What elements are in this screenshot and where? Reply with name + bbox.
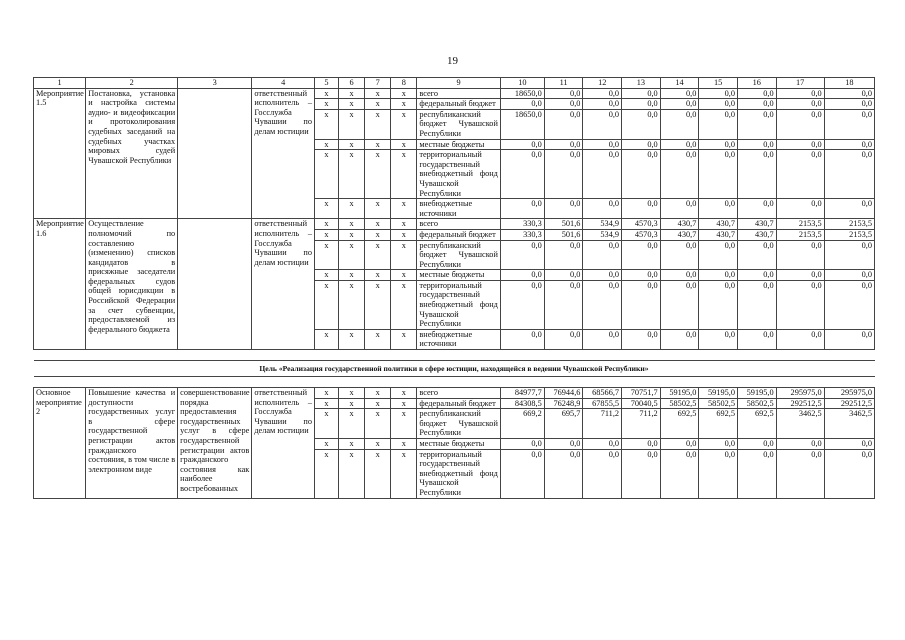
code-cell: х xyxy=(339,439,365,450)
amount-cell: 76944,6 xyxy=(544,388,583,399)
code-cell: х xyxy=(315,88,339,99)
responsible-executor: ответственный исполнитель – Госслужба Чувашии по делам юстиции xyxy=(252,88,315,219)
spacer-cell xyxy=(34,350,875,361)
table-body xyxy=(34,78,875,499)
amount-cell: 0,0 xyxy=(699,280,738,329)
code-cell: х xyxy=(391,398,417,409)
activity-description: Повышение качества и доступности государственных услуг в сфере государственной регистрации актов гражданского состояния, в том числе в электронном виде xyxy=(86,388,178,499)
code-cell: х xyxy=(339,150,365,199)
code-cell: х xyxy=(365,439,391,450)
amount-cell: 0,0 xyxy=(699,88,738,99)
spacer-cell xyxy=(34,377,875,388)
amount-cell: 58502,5 xyxy=(737,398,776,409)
funding-source: внебюджетные источники xyxy=(417,199,501,219)
code-cell: х xyxy=(339,139,365,150)
amount-cell: 430,7 xyxy=(660,219,699,230)
amount-cell: 0,0 xyxy=(583,199,622,219)
amount-cell: 0,0 xyxy=(622,240,661,270)
code-cell: х xyxy=(315,449,339,498)
col-number: 14 xyxy=(660,78,699,89)
amount-cell: 534,9 xyxy=(583,229,622,240)
amount-cell: 0,0 xyxy=(776,270,824,281)
code-cell: х xyxy=(339,449,365,498)
code-cell: х xyxy=(339,280,365,329)
amount-cell: 0,0 xyxy=(660,280,699,329)
code-cell: х xyxy=(315,280,339,329)
amount-cell: 534,9 xyxy=(583,219,622,230)
funding-source: всего xyxy=(417,388,501,399)
amount-cell: 692,5 xyxy=(699,409,738,439)
amount-cell: 4570,3 xyxy=(622,219,661,230)
code-cell: х xyxy=(315,139,339,150)
amount-cell: 0,0 xyxy=(824,88,874,99)
amount-cell: 0,0 xyxy=(583,240,622,270)
amount-cell: 0,0 xyxy=(824,270,874,281)
amount-cell: 669,2 xyxy=(500,409,544,439)
amount-cell: 0,0 xyxy=(583,439,622,450)
code-cell: х xyxy=(339,99,365,110)
funding-source: всего xyxy=(417,219,501,230)
amount-cell: 70751,7 xyxy=(622,388,661,399)
goal-row xyxy=(34,361,875,377)
amount-cell: 0,0 xyxy=(737,99,776,110)
code-cell: х xyxy=(315,270,339,281)
amount-cell: 295975,0 xyxy=(776,388,824,399)
amount-cell: 0,0 xyxy=(622,439,661,450)
amount-cell: 0,0 xyxy=(544,139,583,150)
amount-cell: 0,0 xyxy=(824,449,874,498)
code-cell: х xyxy=(315,109,339,139)
amount-cell: 0,0 xyxy=(544,439,583,450)
funding-source: местные бюджеты xyxy=(417,270,501,281)
amount-cell: 0,0 xyxy=(544,449,583,498)
activity-task xyxy=(178,88,252,219)
code-cell: х xyxy=(365,229,391,240)
amount-cell: 0,0 xyxy=(699,270,738,281)
amount-cell: 0,0 xyxy=(660,439,699,450)
amount-cell: 0,0 xyxy=(500,280,544,329)
amount-cell: 0,0 xyxy=(776,150,824,199)
amount-cell: 292512,5 xyxy=(776,398,824,409)
amount-cell: 711,2 xyxy=(583,409,622,439)
amount-cell: 0,0 xyxy=(699,240,738,270)
amount-cell: 67855,5 xyxy=(583,398,622,409)
funding-source: территориальный государственный внебюджетный фонд Чувашской Республики xyxy=(417,150,501,199)
amount-cell: 0,0 xyxy=(622,88,661,99)
code-cell: х xyxy=(315,150,339,199)
col-number: 8 xyxy=(391,78,417,89)
code-cell: х xyxy=(365,109,391,139)
amount-cell: 0,0 xyxy=(776,449,824,498)
code-cell: х xyxy=(391,99,417,110)
amount-cell: 501,6 xyxy=(544,229,583,240)
amount-cell: 18650,0 xyxy=(500,88,544,99)
code-cell: х xyxy=(365,329,391,349)
amount-cell: 70040,5 xyxy=(622,398,661,409)
amount-cell: 0,0 xyxy=(660,139,699,150)
code-cell: х xyxy=(365,388,391,399)
amount-cell: 0,0 xyxy=(500,329,544,349)
funding-source: внебюджетные источники xyxy=(417,329,501,349)
amount-cell: 0,0 xyxy=(737,88,776,99)
code-cell: х xyxy=(315,398,339,409)
amount-cell: 0,0 xyxy=(622,139,661,150)
amount-cell: 3462,5 xyxy=(776,409,824,439)
amount-cell: 58502,5 xyxy=(660,398,699,409)
col-number: 1 xyxy=(34,78,86,89)
amount-cell: 0,0 xyxy=(824,139,874,150)
amount-cell: 0,0 xyxy=(824,109,874,139)
amount-cell: 0,0 xyxy=(737,270,776,281)
amount-cell: 0,0 xyxy=(737,150,776,199)
code-cell: х xyxy=(391,139,417,150)
responsible-executor: ответственный исполнитель – Госслужба Чувашии по делам юстиции xyxy=(252,219,315,350)
amount-cell: 0,0 xyxy=(500,439,544,450)
activity-description: Постановка, установка и настройка системы аудио- и видеофиксации и протоколирования судебных заседаний на судебных участках мировых судей Чувашской Республики xyxy=(86,88,178,219)
col-number: 18 xyxy=(824,78,874,89)
amount-cell: 3462,5 xyxy=(824,409,874,439)
block-3-row xyxy=(34,388,875,399)
amount-cell: 695,7 xyxy=(544,409,583,439)
col-number: 17 xyxy=(776,78,824,89)
col-number: 4 xyxy=(252,78,315,89)
amount-cell: 0,0 xyxy=(544,99,583,110)
amount-cell: 295975,0 xyxy=(824,388,874,399)
block-2-row xyxy=(34,219,875,230)
funding-source: республиканский бюджет Чувашской Республики xyxy=(417,409,501,439)
amount-cell: 0,0 xyxy=(583,449,622,498)
amount-cell: 0,0 xyxy=(776,139,824,150)
funding-source: республиканский бюджет Чувашской Республики xyxy=(417,240,501,270)
amount-cell: 0,0 xyxy=(500,99,544,110)
code-cell: х xyxy=(365,398,391,409)
code-cell: х xyxy=(315,199,339,219)
amount-cell: 0,0 xyxy=(544,329,583,349)
funding-source: республиканский бюджет Чувашской Республики xyxy=(417,109,501,139)
code-cell: х xyxy=(339,240,365,270)
amount-cell: 18650,0 xyxy=(500,109,544,139)
code-cell: х xyxy=(339,88,365,99)
amount-cell: 292512,5 xyxy=(824,398,874,409)
amount-cell: 0,0 xyxy=(583,150,622,199)
amount-cell: 58502,5 xyxy=(699,398,738,409)
amount-cell: 0,0 xyxy=(622,449,661,498)
amount-cell: 0,0 xyxy=(622,150,661,199)
funding-source: местные бюджеты xyxy=(417,439,501,450)
amount-cell: 0,0 xyxy=(699,329,738,349)
amount-cell: 0,0 xyxy=(824,240,874,270)
amount-cell: 84308,5 xyxy=(500,398,544,409)
amount-cell: 59195,0 xyxy=(737,388,776,399)
amount-cell: 0,0 xyxy=(660,449,699,498)
amount-cell: 2153,5 xyxy=(824,219,874,230)
col-number: 6 xyxy=(339,78,365,89)
program-table xyxy=(33,77,875,499)
amount-cell: 0,0 xyxy=(544,150,583,199)
code-cell: х xyxy=(391,280,417,329)
col-number: 7 xyxy=(365,78,391,89)
amount-cell: 59195,0 xyxy=(660,388,699,399)
amount-cell: 0,0 xyxy=(660,109,699,139)
amount-cell: 0,0 xyxy=(583,329,622,349)
block-1-row xyxy=(34,88,875,99)
amount-cell: 0,0 xyxy=(500,240,544,270)
code-cell: х xyxy=(391,219,417,230)
amount-cell: 0,0 xyxy=(776,240,824,270)
goal-heading: Цель «Реализация государственной политики в сфере юстиции, находящейся в ведении Чувашской Республики» xyxy=(34,361,875,377)
code-cell: х xyxy=(339,270,365,281)
amount-cell: 711,2 xyxy=(622,409,661,439)
amount-cell: 2153,5 xyxy=(776,219,824,230)
code-cell: х xyxy=(339,219,365,230)
amount-cell: 0,0 xyxy=(622,199,661,219)
amount-cell: 0,0 xyxy=(660,240,699,270)
amount-cell: 430,7 xyxy=(737,219,776,230)
amount-cell: 4570,3 xyxy=(622,229,661,240)
amount-cell: 0,0 xyxy=(776,280,824,329)
amount-cell: 0,0 xyxy=(500,139,544,150)
responsible-executor: ответственный исполнитель – Госслужба Чувашии по делам юстиции xyxy=(252,388,315,499)
code-cell: х xyxy=(391,240,417,270)
amount-cell: 0,0 xyxy=(660,150,699,199)
funding-source: федеральный бюджет xyxy=(417,229,501,240)
code-cell: х xyxy=(365,99,391,110)
amount-cell: 0,0 xyxy=(583,280,622,329)
code-cell: х xyxy=(365,270,391,281)
code-cell: х xyxy=(391,449,417,498)
code-cell: х xyxy=(315,99,339,110)
col-number: 5 xyxy=(315,78,339,89)
code-cell: х xyxy=(391,199,417,219)
spacer-row xyxy=(34,350,875,361)
activity-task xyxy=(178,219,252,350)
amount-cell: 2153,5 xyxy=(776,229,824,240)
amount-cell: 0,0 xyxy=(776,109,824,139)
amount-cell: 0,0 xyxy=(660,270,699,281)
spacer-row xyxy=(34,377,875,388)
amount-cell: 2153,5 xyxy=(824,229,874,240)
amount-cell: 0,0 xyxy=(583,109,622,139)
activity-description: Осуществление полномочий по составлению (изменению) списков кандидатов в присяжные заседатели федеральных судов общей юрисдикции в Российской Федерации за счет субвенции, предоставляемой из федерального бюджета xyxy=(86,219,178,350)
col-number: 9 xyxy=(417,78,501,89)
funding-source: территориальный государственный внебюджетный фонд Чувашской Республики xyxy=(417,280,501,329)
amount-cell: 430,7 xyxy=(737,229,776,240)
amount-cell: 0,0 xyxy=(583,139,622,150)
amount-cell: 0,0 xyxy=(622,280,661,329)
code-cell: х xyxy=(339,398,365,409)
funding-source: местные бюджеты xyxy=(417,139,501,150)
amount-cell: 0,0 xyxy=(583,270,622,281)
amount-cell: 0,0 xyxy=(737,199,776,219)
amount-cell: 0,0 xyxy=(824,150,874,199)
amount-cell: 0,0 xyxy=(776,439,824,450)
code-cell: х xyxy=(365,88,391,99)
code-cell: х xyxy=(315,219,339,230)
amount-cell: 0,0 xyxy=(544,270,583,281)
code-cell: х xyxy=(365,280,391,329)
code-cell: х xyxy=(339,109,365,139)
amount-cell: 0,0 xyxy=(500,199,544,219)
code-cell: х xyxy=(391,388,417,399)
code-cell: х xyxy=(391,329,417,349)
amount-cell: 0,0 xyxy=(500,150,544,199)
code-cell: х xyxy=(315,409,339,439)
amount-cell: 0,0 xyxy=(544,88,583,99)
code-cell: х xyxy=(391,270,417,281)
activity-name: Мероприятие 1.5 xyxy=(34,88,86,219)
amount-cell: 0,0 xyxy=(583,88,622,99)
code-cell: х xyxy=(339,329,365,349)
code-cell: х xyxy=(391,109,417,139)
amount-cell: 0,0 xyxy=(824,199,874,219)
amount-cell: 0,0 xyxy=(500,449,544,498)
code-cell: х xyxy=(315,240,339,270)
amount-cell: 0,0 xyxy=(737,329,776,349)
amount-cell: 0,0 xyxy=(544,240,583,270)
code-cell: х xyxy=(339,409,365,439)
amount-cell: 68566,7 xyxy=(583,388,622,399)
amount-cell: 0,0 xyxy=(699,150,738,199)
amount-cell: 59195,0 xyxy=(699,388,738,399)
amount-cell: 0,0 xyxy=(544,109,583,139)
amount-cell: 0,0 xyxy=(737,280,776,329)
code-cell: х xyxy=(339,229,365,240)
amount-cell: 0,0 xyxy=(824,329,874,349)
amount-cell: 84977,7 xyxy=(500,388,544,399)
code-cell: х xyxy=(315,229,339,240)
code-cell: х xyxy=(339,199,365,219)
col-number: 10 xyxy=(500,78,544,89)
amount-cell: 0,0 xyxy=(583,99,622,110)
amount-cell: 76248,9 xyxy=(544,398,583,409)
amount-cell: 430,7 xyxy=(699,229,738,240)
activity-name: Основное мероприятие 2 xyxy=(34,388,86,499)
amount-cell: 0,0 xyxy=(776,199,824,219)
col-number: 3 xyxy=(178,78,252,89)
activity-name: Мероприятие 1.6 xyxy=(34,219,86,350)
funding-source: территориальный государственный внебюджетный фонд Чувашской Республики xyxy=(417,449,501,498)
code-cell: х xyxy=(391,150,417,199)
amount-cell: 0,0 xyxy=(737,139,776,150)
amount-cell: 0,0 xyxy=(544,199,583,219)
code-cell: х xyxy=(365,409,391,439)
amount-cell: 0,0 xyxy=(699,199,738,219)
amount-cell: 0,0 xyxy=(737,449,776,498)
amount-cell: 692,5 xyxy=(660,409,699,439)
amount-cell: 0,0 xyxy=(699,449,738,498)
funding-source: федеральный бюджет xyxy=(417,99,501,110)
amount-cell: 0,0 xyxy=(776,99,824,110)
code-cell: х xyxy=(391,88,417,99)
amount-cell: 0,0 xyxy=(824,439,874,450)
col-number: 16 xyxy=(737,78,776,89)
code-cell: х xyxy=(365,139,391,150)
amount-cell: 0,0 xyxy=(776,329,824,349)
amount-cell: 0,0 xyxy=(622,329,661,349)
amount-cell: 0,0 xyxy=(699,109,738,139)
code-cell: х xyxy=(391,439,417,450)
amount-cell: 0,0 xyxy=(500,270,544,281)
amount-cell: 0,0 xyxy=(544,280,583,329)
col-number: 15 xyxy=(699,78,738,89)
code-cell: х xyxy=(391,229,417,240)
activity-task: совершенствование порядка предоставления государственных услуг в сфере государственной регистрации актов гражданского состояния как наиболее востребованных xyxy=(178,388,252,499)
amount-cell: 692,5 xyxy=(737,409,776,439)
amount-cell: 0,0 xyxy=(699,99,738,110)
col-number: 2 xyxy=(86,78,178,89)
code-cell: х xyxy=(365,219,391,230)
amount-cell: 0,0 xyxy=(660,88,699,99)
col-number: 12 xyxy=(583,78,622,89)
page-number: 19 xyxy=(447,55,458,67)
code-cell: х xyxy=(365,449,391,498)
code-cell: х xyxy=(391,409,417,439)
amount-cell: 330,3 xyxy=(500,229,544,240)
amount-cell: 0,0 xyxy=(622,99,661,110)
code-cell: х xyxy=(365,150,391,199)
col-number: 13 xyxy=(622,78,661,89)
amount-cell: 430,7 xyxy=(660,229,699,240)
amount-cell: 0,0 xyxy=(660,199,699,219)
code-cell: х xyxy=(315,329,339,349)
code-cell: х xyxy=(315,439,339,450)
funding-source: всего xyxy=(417,88,501,99)
amount-cell: 0,0 xyxy=(824,99,874,110)
amount-cell: 0,0 xyxy=(622,270,661,281)
funding-source: федеральный бюджет xyxy=(417,398,501,409)
amount-cell: 501,6 xyxy=(544,219,583,230)
amount-cell: 0,0 xyxy=(737,439,776,450)
amount-cell: 0,0 xyxy=(737,109,776,139)
amount-cell: 0,0 xyxy=(824,280,874,329)
amount-cell: 0,0 xyxy=(737,240,776,270)
code-cell: х xyxy=(365,199,391,219)
amount-cell: 0,0 xyxy=(660,99,699,110)
column-number-row xyxy=(34,78,875,89)
code-cell: х xyxy=(339,388,365,399)
amount-cell: 0,0 xyxy=(699,439,738,450)
amount-cell: 0,0 xyxy=(622,109,661,139)
amount-cell: 330,3 xyxy=(500,219,544,230)
amount-cell: 0,0 xyxy=(699,139,738,150)
col-number: 11 xyxy=(544,78,583,89)
amount-cell: 0,0 xyxy=(776,88,824,99)
amount-cell: 0,0 xyxy=(660,329,699,349)
code-cell: х xyxy=(315,388,339,399)
amount-cell: 430,7 xyxy=(699,219,738,230)
code-cell: х xyxy=(365,240,391,270)
